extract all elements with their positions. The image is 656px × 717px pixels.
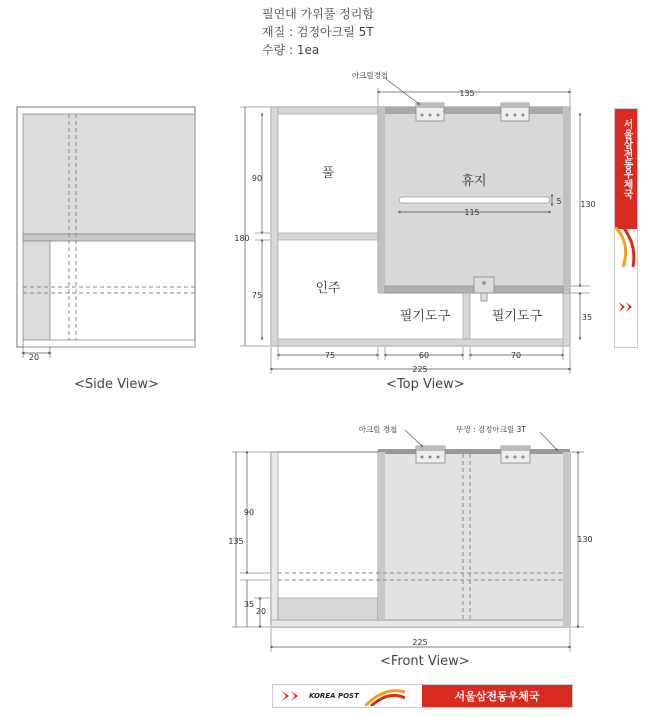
bottom-dim-70: 70 bbox=[510, 351, 522, 360]
front-dim-20: 20 bbox=[255, 607, 267, 616]
post-office-stamp-vertical bbox=[614, 108, 638, 348]
korea-post-logo-icon bbox=[281, 689, 303, 703]
front-view bbox=[232, 430, 584, 652]
post-office-name: 서울삼전동우체국 bbox=[422, 685, 572, 707]
korea-post-text: KOREA POST bbox=[309, 692, 359, 700]
top-dim-90: 90 bbox=[251, 174, 263, 183]
front-lid-label: 뚜껑 : 검정아크릴 3T bbox=[456, 425, 526, 434]
slot-dim-5: 5 bbox=[556, 197, 562, 206]
bottom-dim-225: 225 bbox=[412, 365, 428, 374]
top-dim-130: 130 bbox=[580, 200, 596, 209]
front-dim-90: 90 bbox=[243, 508, 255, 517]
top-hinge-label: 아크릴경첩 bbox=[351, 71, 389, 80]
front-dim-130: 130 bbox=[577, 535, 593, 544]
top-view-title: <Top View> bbox=[386, 377, 465, 392]
stamp-logo-area bbox=[273, 685, 422, 707]
bottom-dim-75: 75 bbox=[324, 351, 336, 360]
compartment-tissue: 휴지 bbox=[461, 174, 487, 189]
side-view-title: <Side View> bbox=[74, 377, 159, 392]
top-dim-75: 75 bbox=[251, 291, 263, 300]
compartment-glue: 풀 bbox=[321, 166, 335, 181]
slot-dim-115: 115 bbox=[464, 208, 480, 217]
front-hinge-label: 아크릴 경첩 bbox=[358, 425, 398, 434]
compartment-pen-2: 필기도구 bbox=[491, 309, 543, 324]
post-office-name-vertical: 서울삼전동우체국 bbox=[621, 119, 632, 199]
front-view-title: <Front View> bbox=[380, 654, 470, 669]
header-quantity: 수량 : 1ea bbox=[262, 43, 320, 57]
header-material: 재질 : 검정아크릴 5T bbox=[262, 25, 374, 39]
front-dim-35: 35 bbox=[243, 600, 255, 609]
stamp-swoosh-vertical-icon bbox=[615, 227, 637, 267]
front-dim-135: 135 bbox=[228, 537, 244, 546]
top-dim-35: 35 bbox=[581, 313, 593, 322]
top-dim-180: 180 bbox=[234, 234, 250, 243]
top-dim-135: 135 bbox=[459, 89, 475, 98]
compartment-stamp-pad: 인주 bbox=[315, 281, 341, 296]
top-view bbox=[240, 79, 593, 374]
front-dim-225: 225 bbox=[412, 638, 428, 647]
bottom-dim-60: 60 bbox=[418, 351, 430, 360]
side-dim-20: 20 bbox=[28, 353, 40, 362]
post-office-stamp bbox=[272, 684, 573, 708]
side-view bbox=[17, 107, 195, 358]
compartment-pen-1: 필기도구 bbox=[399, 309, 451, 324]
header-title: 필연대 가위풀 정리함 bbox=[262, 7, 374, 21]
korea-post-logo-vertical-icon bbox=[619, 301, 633, 313]
stamp-swoosh-icon bbox=[365, 686, 405, 706]
